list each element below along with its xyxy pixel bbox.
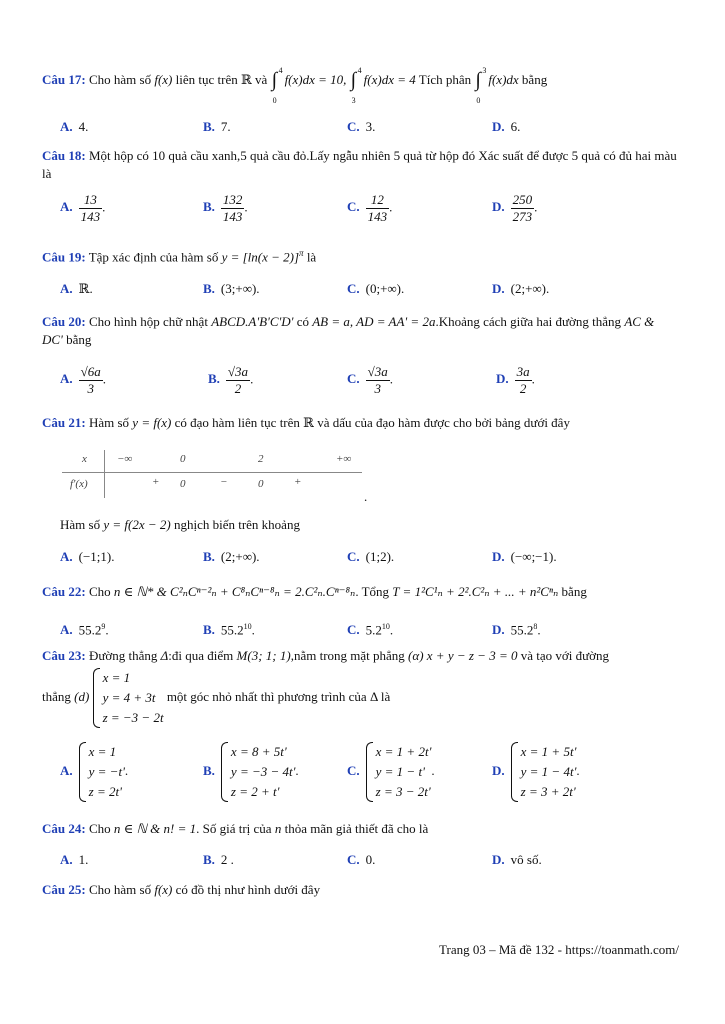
table-cell: +∞ <box>336 453 352 465</box>
integral-symbol: ∫ 4 3 <box>350 66 362 105</box>
question-text: . Số giá trị của <box>196 821 272 836</box>
question-18 <box>42 147 678 183</box>
table-cell: 2 <box>258 453 264 465</box>
math-integral: f(x)dx <box>488 71 519 87</box>
option-c[interactable]: C. $5.2^{10}$. <box>347 622 394 638</box>
table-divider <box>104 450 105 498</box>
integral-symbol: ∫ 4 0 <box>271 66 283 105</box>
math-function: y = f(2x − 2) <box>103 517 171 532</box>
table-divider <box>62 472 362 473</box>
option-a[interactable]: A. (−1;1). <box>60 549 115 564</box>
question-label: Câu 17: <box>42 71 86 87</box>
question-text: bằng <box>66 332 92 347</box>
math-fx: f(x) <box>154 882 173 897</box>
question-text: thẳng <box>42 688 71 704</box>
option-b[interactable]: B. (2;+∞). <box>203 549 260 564</box>
option-a[interactable]: A. 4. <box>60 119 89 134</box>
question-text: và <box>255 71 268 87</box>
integral-symbol: ∫ 3 0 <box>475 66 487 105</box>
table-period: . <box>364 489 368 504</box>
question-text: Cho hàm số <box>88 882 152 897</box>
question-text: nghịch biến trên khoảng <box>173 517 300 532</box>
question-text: Tích phân <box>418 71 472 87</box>
question-text: có <box>296 314 309 329</box>
page-footer: Trang 03 – Mã đề 132 - https://toanmath.com/ <box>439 942 679 957</box>
question-text: .Khoảng cách giữa hai đường thẳng <box>435 314 622 329</box>
question-text: Hàm số <box>88 415 130 430</box>
option-a[interactable]: A. 55.2$^9$. <box>60 622 109 638</box>
math-condition: n ∈ ℕ* & C²ₙCⁿ⁻²ₙ + C⁸ₙCⁿ⁻⁸ₙ = 2.C²ₙ.Cⁿ⁻⁸ₙ <box>113 584 356 599</box>
sign-table <box>62 450 362 500</box>
question-23-line2 <box>42 668 678 728</box>
question-text: bằng <box>561 584 587 599</box>
question-label: Câu 20: <box>42 314 86 329</box>
option-b[interactable]: B. 2 . <box>203 852 234 867</box>
question-text: Một hộp có 10 quả cầu xanh,5 quả cầu đỏ.Lấy ngẫu nhiên 5 quả từ hộp đó Xác suất để được 5 quả có đủ hai màu là <box>42 148 677 181</box>
question-text: có đạo hàm liên tục trên ℝ và dấu của đạo hàm được cho bởi bảng dưới đây <box>174 415 570 430</box>
question-label: Câu 25: <box>42 882 86 897</box>
option-d[interactable]: D. vô số. <box>492 852 542 867</box>
option-d[interactable]: D. $\frac{250}{273}$ . <box>492 192 538 224</box>
math-exponent: π <box>299 248 304 258</box>
question-label: Câu 18: <box>42 148 86 163</box>
question-text: thỏa mãn giả thiết đã cho là <box>284 821 429 836</box>
option-c[interactable]: C. $\frac{12}{143}$ . <box>347 192 393 224</box>
question-text: Cho hàm số <box>88 71 152 87</box>
table-header: x <box>82 453 87 465</box>
option-b[interactable]: B. $\frac{132}{143}$ . <box>203 192 248 224</box>
option-b[interactable]: B. x = 8 + 5t' y = −3 − 4t' z = 2 + t' . <box>203 742 299 802</box>
question-label: Câu 19: <box>42 249 86 265</box>
question-23 <box>42 647 678 665</box>
math-variable: n <box>274 821 282 836</box>
option-c[interactable]: C. (0;+∞). <box>347 281 405 296</box>
question-text: Đường thẳng <box>88 648 158 663</box>
question-label: Câu 21: <box>42 415 86 430</box>
question-text: :đi qua điểm <box>168 648 234 663</box>
math-condition: AB = a, AD = AA' = 2a <box>312 314 436 329</box>
math-plane: (α) x + y − z − 3 = 0 <box>408 648 518 663</box>
math-integral: f(x)dx = 4 <box>363 71 416 87</box>
question-19 <box>42 244 678 266</box>
math-integral: f(x)dx = 10, <box>284 71 347 87</box>
question-label: Câu 22: <box>42 584 86 599</box>
question-20 <box>42 313 678 349</box>
math-formula: y = [ln(x − 2)] <box>221 249 300 265</box>
question-label: Câu 24: <box>42 821 86 836</box>
math-symbol: Δ <box>160 648 169 663</box>
question-text: Tập xác định của hàm số <box>88 249 219 265</box>
math-box: ABCD.A'B'C'D' <box>211 314 294 329</box>
table-header: f'(x) <box>70 478 88 490</box>
table-cell: 0 <box>258 478 264 490</box>
table-cell: −∞ <box>117 453 133 465</box>
question-label: Câu 23: <box>42 648 86 663</box>
question-text: và tạo với đường <box>520 648 610 663</box>
option-a[interactable]: A. $\frac{13}{143}$ . <box>60 192 106 224</box>
question-text: Cho hình hộp chữ nhật <box>88 314 208 329</box>
math-lines: AC & DC' <box>42 314 655 347</box>
option-a[interactable]: A. 1. <box>60 852 89 867</box>
option-d[interactable]: D. $\frac{3a}{2}$ . <box>496 364 535 396</box>
math-sum: T = 1²C¹ₙ + 2².C²ₙ + ... + n²Cⁿₙ <box>392 584 559 599</box>
option-d[interactable]: D. (2;+∞). <box>492 281 550 296</box>
table-cell: 0 <box>180 453 186 465</box>
option-c[interactable]: C. $\frac{√3a}{3}$ . <box>347 364 394 396</box>
equation-system: x = 1 y = 4 + 3t z = −3 − 2t <box>93 668 164 728</box>
question-text: là <box>306 249 317 265</box>
question-17 <box>42 66 678 105</box>
option-a[interactable]: A. x = 1 y = −t' z = 2t' . <box>60 742 128 802</box>
question-text: Δ là <box>369 688 391 704</box>
option-a[interactable]: A. $\frac{√6a}{3}$ . <box>60 364 107 396</box>
option-d[interactable]: D. 55.2$^8$. <box>492 622 541 638</box>
question-text: liên tục trên <box>175 71 238 87</box>
option-c[interactable]: C. x = 1 + 2t' y = 1 − t' z = 3 − 2t' . <box>347 742 435 802</box>
table-cell: − <box>220 476 228 488</box>
question-25 <box>42 881 678 899</box>
math-condition: n ∈ ℕ & n! = 1 <box>113 821 197 836</box>
question-22 <box>42 583 678 601</box>
question-text: Hàm số <box>60 517 101 532</box>
question-21-sub <box>60 516 660 534</box>
option-d[interactable]: D. (−∞;−1). <box>492 549 557 564</box>
option-d[interactable]: D. x = 1 + 5t' y = 1 − 4t' z = 3 + 2t' . <box>492 742 580 802</box>
option-d[interactable]: D. 6. <box>492 119 521 134</box>
math-function: y = f(x) <box>132 415 172 430</box>
option-b[interactable]: B. 7. <box>203 119 231 134</box>
question-text: Cho <box>88 821 111 836</box>
math-line-name: (d) <box>74 688 90 704</box>
table-cell: 0 <box>180 478 186 490</box>
option-b[interactable]: B. $\frac{√3a}{2}$ . <box>208 364 254 396</box>
option-c[interactable]: C. 0. <box>347 852 376 867</box>
question-21 <box>42 414 678 432</box>
question-text: ,nằm trong mặt phẳng <box>290 648 405 663</box>
question-text: một góc nhỏ nhất thì phương trình của <box>166 688 367 704</box>
math-set: ℝ <box>240 71 252 87</box>
math-fx: f(x) <box>154 71 173 87</box>
table-cell: + <box>294 476 302 488</box>
question-24 <box>42 820 678 838</box>
option-c[interactable]: C. 3. <box>347 119 376 134</box>
question-text: Cho <box>88 584 111 599</box>
option-b[interactable]: B. 55.2$^{10}$. <box>203 622 255 638</box>
option-b[interactable]: B. (3;+∞). <box>203 281 260 296</box>
option-a[interactable]: A. ℝ. <box>60 281 93 296</box>
question-text: . Tổng <box>355 584 390 599</box>
table-cell: + <box>152 476 160 488</box>
question-text: có đồ thị như hình dưới đây <box>175 882 321 897</box>
math-point: M(3; 1; 1) <box>236 648 291 663</box>
question-text: bằng <box>521 71 548 87</box>
option-c[interactable]: C. (1;2). <box>347 549 395 564</box>
